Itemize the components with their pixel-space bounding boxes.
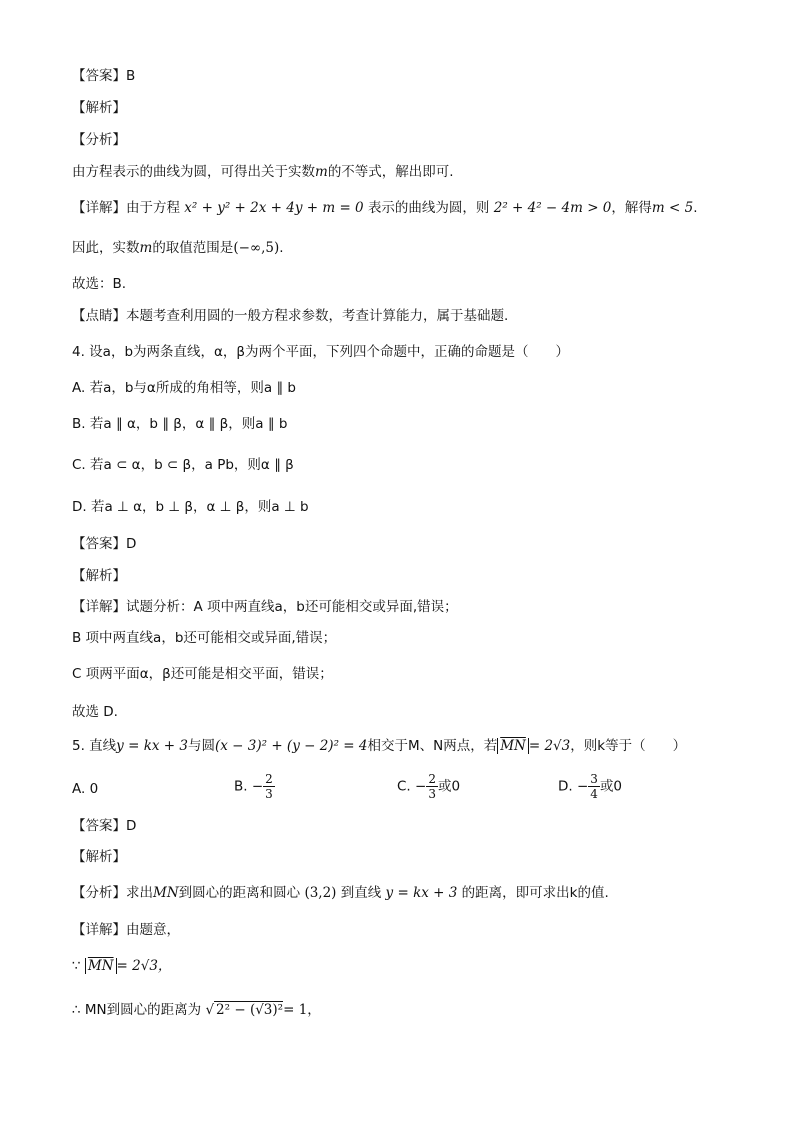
question-4: 4. 设a，b为两条直线，α，β为两个平面，下列四个命题中，正确的命题是（ ）	[72, 344, 570, 360]
detail-4b: B 项中两直线a，b还可能相交或异面,错误；	[72, 630, 337, 646]
q5-option-c: C. − $\frac{2}{3}$ 或0	[397, 772, 461, 801]
analysis-5: 【解析】	[72, 849, 126, 865]
q4-option-c: C. 若a ⊂ α，b ⊂ β，a Pb，则α ∥ β	[72, 457, 294, 473]
q4-option-a: A. 若a，b与α所成的角相等，则a ∥ b	[72, 380, 296, 396]
q4-option-d: D. 若a ⊥ α，b ⊥ β，α ⊥ β，则a ⊥ b	[72, 499, 309, 515]
detail-4c: C 项两平面α，β还可能是相交平面，错误；	[72, 666, 333, 682]
q4-option-b: B. 若a ∥ α，b ∥ β，α ∥ β，则a ∥ b	[72, 416, 288, 432]
therefore-line: ∴ MN到圆心的距离为 √ 2² − (√3)²= 1，	[72, 1002, 321, 1018]
detail-4: 【详解】试题分析：A 项中两直线a，b还可能相交或异面,错误；	[72, 599, 458, 615]
analyze-1: 【分析】	[72, 132, 126, 148]
q5-option-b: B. − $\frac{2}{3}$	[234, 772, 273, 801]
comment-1: 【点睛】本题考查利用圆的一般方程求参数，考查计算能力，属于基础题.	[72, 308, 509, 324]
detail-5: 【详解】由题意，	[72, 922, 180, 938]
analysis-4: 【解析】	[72, 568, 126, 584]
analyze-5: 【分析】求出MN到圆心的距离和圆心 (3,2) 到直线 y = kx + 3 的距离，即可求出k的值.	[72, 885, 609, 901]
q5-option-d: D. − $\frac{3}{4}$ 或0	[558, 772, 623, 801]
choose-4: 故选 D.	[72, 704, 118, 720]
answer-4: 【答案】D	[72, 536, 137, 552]
question-5: 5. 直线y = kx + 3与圆(x − 3)² + (y − 2)² = 4相交于M、N两点，若 $\overline{MN} = 2√3$，则k等于（ ）	[72, 738, 687, 754]
range-line: 因此，实数m的取值范围是(−∞,5).	[72, 240, 284, 256]
analysis-1: 【解析】	[72, 100, 126, 116]
answer-5: 【答案】D	[72, 818, 137, 834]
because-line: ∵ $\overline{MN} = 2√3$，	[72, 958, 172, 974]
detail-1: 【详解】由于方程 x² + y² + 2x + 4y + m = 0 表示的曲线为圆，则 2² + 4² − 4m > 0，解得m < 5.	[72, 200, 698, 216]
answer-1: 【答案】B	[72, 68, 136, 84]
choose-1: 故选：B.	[72, 276, 127, 292]
q5-option-a: A. 0	[72, 781, 99, 797]
analyze-1-text: 由方程表示的曲线为圆，可得出关于实数m的不等式，解出即可.	[72, 164, 454, 180]
